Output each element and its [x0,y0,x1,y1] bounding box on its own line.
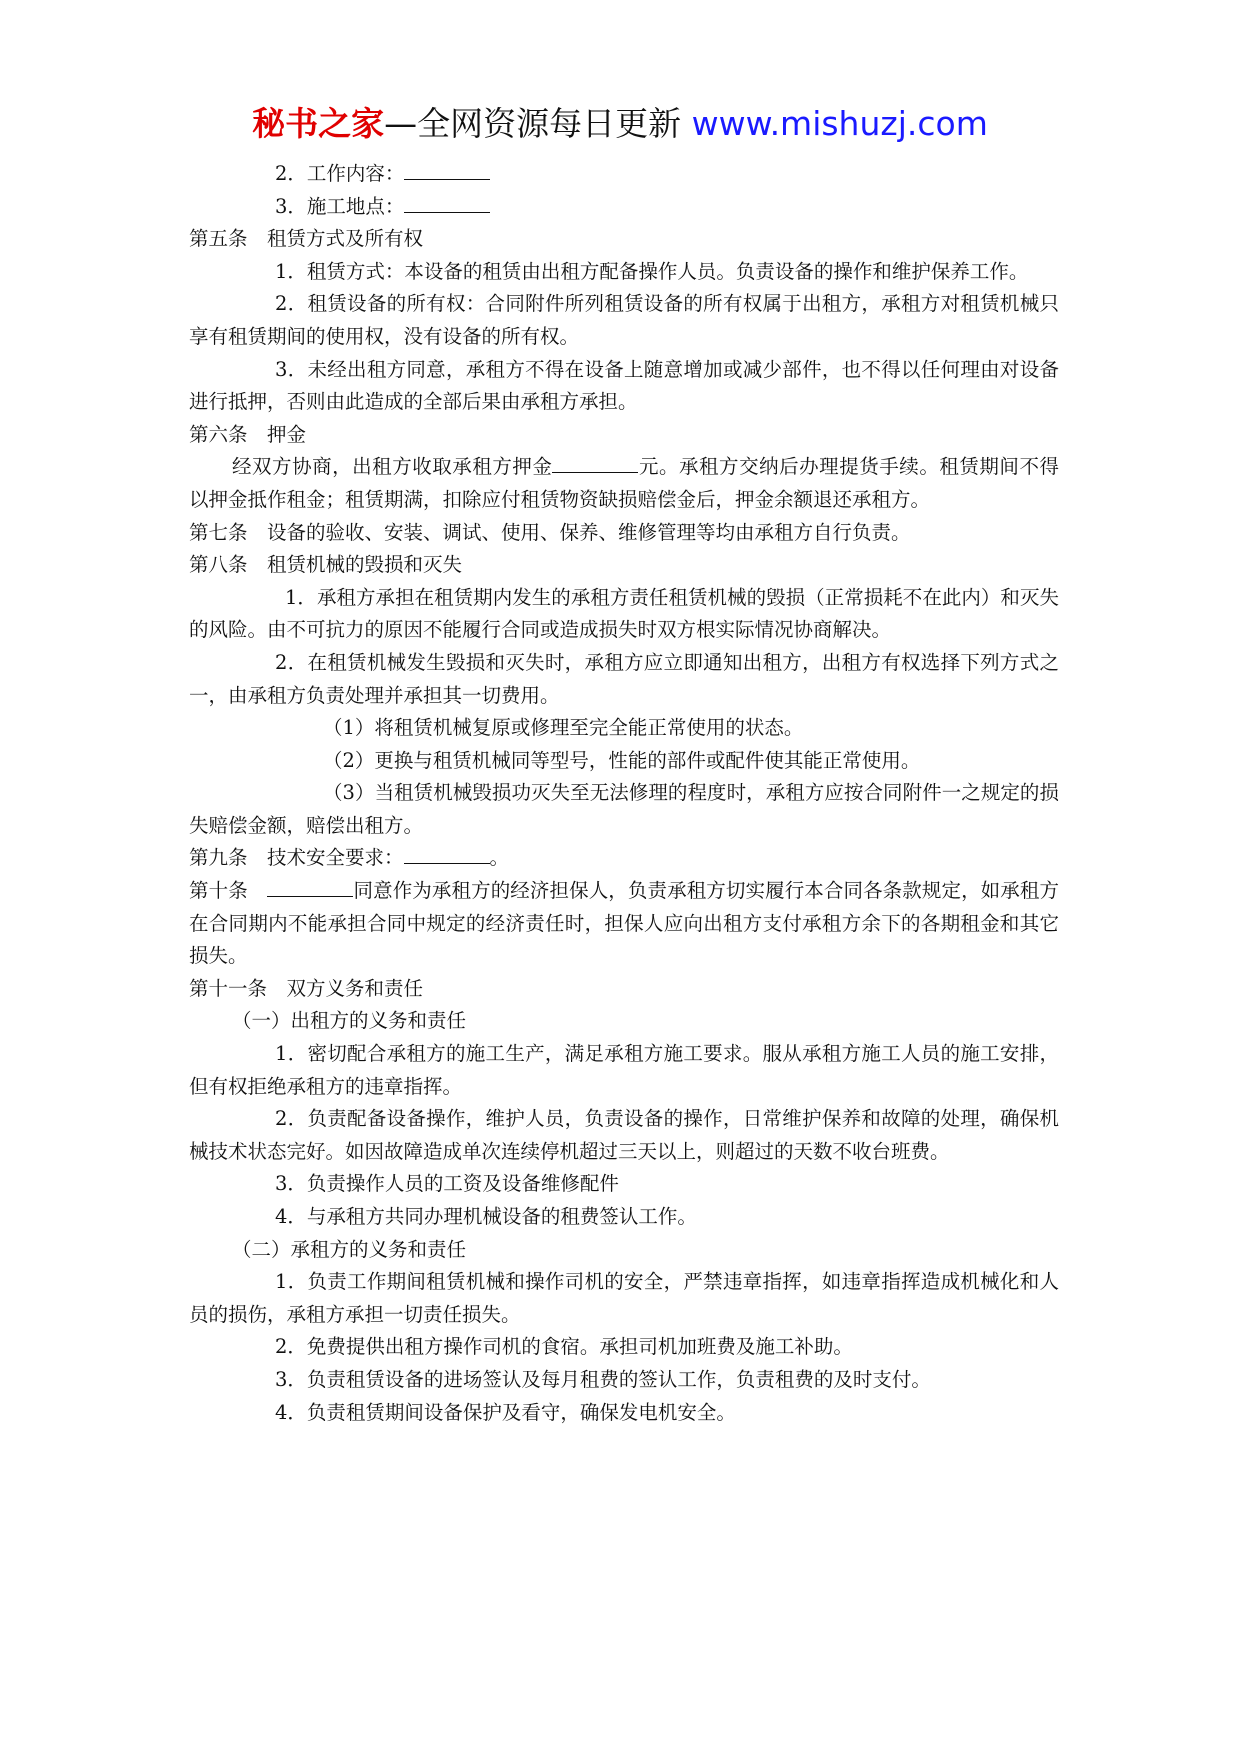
article-5-heading: 第五条 租赁方式及所有权 [189,227,424,251]
article-11-s1-item-3: 3．负责操作人员的工资及设备维修配件 [275,1172,619,1196]
article-5-item-1: 1．租赁方式：本设备的租赁由出租方配备操作人员。负责设备的操作和维护保养工作。 [275,259,1029,283]
blank-field [552,452,638,473]
blank-field [267,876,353,897]
article-8-sub-2: （2）更换与租赁机械同等型号，性能的部件或配件使其能正常使用。 [323,748,921,772]
article-11-s2-item-4: 4．负责租赁期间设备保护及看守，确保发电机安全。 [275,1400,736,1424]
article-8-heading: 第八条 租赁机械的毁损和灭失 [189,553,463,577]
blank-field [404,159,490,180]
site-location-line: 3．施工地点： [189,191,1059,224]
article-8-item-1: 1．承租方承担在租赁期内发生的承租方责任租赁机械的毁损（正常损耗不在此内）和灭失的风险。由不可抗力的原因不能履行合同或造成损失时双方根实际情况协商解决。 [189,585,1059,642]
article-11-s2-item-2: 2．免费提供出租方操作司机的食宿。承担司机加班费及施工补助。 [275,1335,853,1359]
article-5-item-3: 3．未经出租方同意，承租方不得在设备上随意增加或减少部件，也不得以任何理由对设备进行抵押，否则由此造成的全部后果由承租方承担。 [189,357,1059,414]
article-6-heading: 第六条 押金 [189,422,307,446]
header-slogan: —全网资源每日更新 [384,104,692,143]
article-11-s2-item-1: 1．负责工作期间租赁机械和操作司机的安全，严禁违章指挥，如违章指挥造成机械化和人员的损伤，承租方承担一切责任损失。 [189,1270,1059,1326]
blank-field [404,192,490,213]
article-8-sub-1: （1）将租赁机械复原或修理至完全能正常使用的状态。 [323,716,804,740]
article-11-s1-item-1: 1．密切配合承租方的施工生产，满足承租方施工要求。服从承租方施工人员的施工安排，但有权拒绝承租方的违章指挥。 [189,1042,1059,1098]
article-11-s2-item-3: 3．负责租赁设备的进场签认及每月租费的签认工作，负责租费的及时支付。 [275,1367,931,1391]
article-6-paragraph: 经双方协商，出租方收取承租方押金 元。承租方交纳后办理提货手续。租赁期间不得以押金抵作租金；租赁期满，扣除应付租赁物资缺损赔偿金后，押金余额退还承租方。 [189,451,1059,516]
article-7-heading: 第七条 设备的验收、安装、调试、使用、保养、维修管理等均由承租方自行负责。 [189,520,911,544]
article-10-paragraph: 第十条 同意作为承租方的经济担保人，负责承租方切实履行本合同各条款规定，如承租方在合同期内不能承担合同中规定的经济责任时，担保人应向出租方支付承租方余下的各期租金和其它损失。 [189,875,1059,973]
work-content-line: 2．工作内容： [189,158,1059,191]
article-8-item-2: 2．在租赁机械发生毁损和灭失时，承租方应立即通知出租方，出租方有权选择下列方式之一，由承租方负责处理并承担其一切费用。 [189,650,1059,707]
article-11-section-1: （一）出租方的义务和责任 [232,1009,467,1033]
article-11-s1-item-2: 2．负责配备设备操作，维护人员，负责设备的操作，日常维护保养和故障的处理，确保机械技术状态完好。如因故障造成单次连续停机超过三天以上，则超过的天数不收台班费。 [189,1107,1059,1163]
document-body [189,158,1059,1429]
brand-name: 秘书之家 [252,104,385,143]
article-11-heading: 第十一条 双方义务和责任 [189,976,424,1000]
article-8-sub-3: （3）当租赁机械毁损功灭失至无法修理的程度时，承租方应按合同附件一之规定的损失赔偿金额，赔偿出租方。 [189,781,1059,837]
site-header [0,100,1240,148]
blank-field [404,843,490,864]
article-11-section-2: （二）承租方的义务和责任 [232,1237,467,1261]
article-9-line: 第九条 技术安全要求： 。 [189,842,1059,875]
header-url[interactable]: www.mishuzj.com [691,104,988,143]
article-11-s1-item-4: 4．与承租方共同办理机械设备的租费签认工作。 [275,1205,697,1228]
article-5-item-2: 2．租赁设备的所有权：合同附件所列租赁设备的所有权属于出租方，承租方对租赁机械只享有租赁期间的使用权，没有设备的所有权。 [189,292,1059,348]
